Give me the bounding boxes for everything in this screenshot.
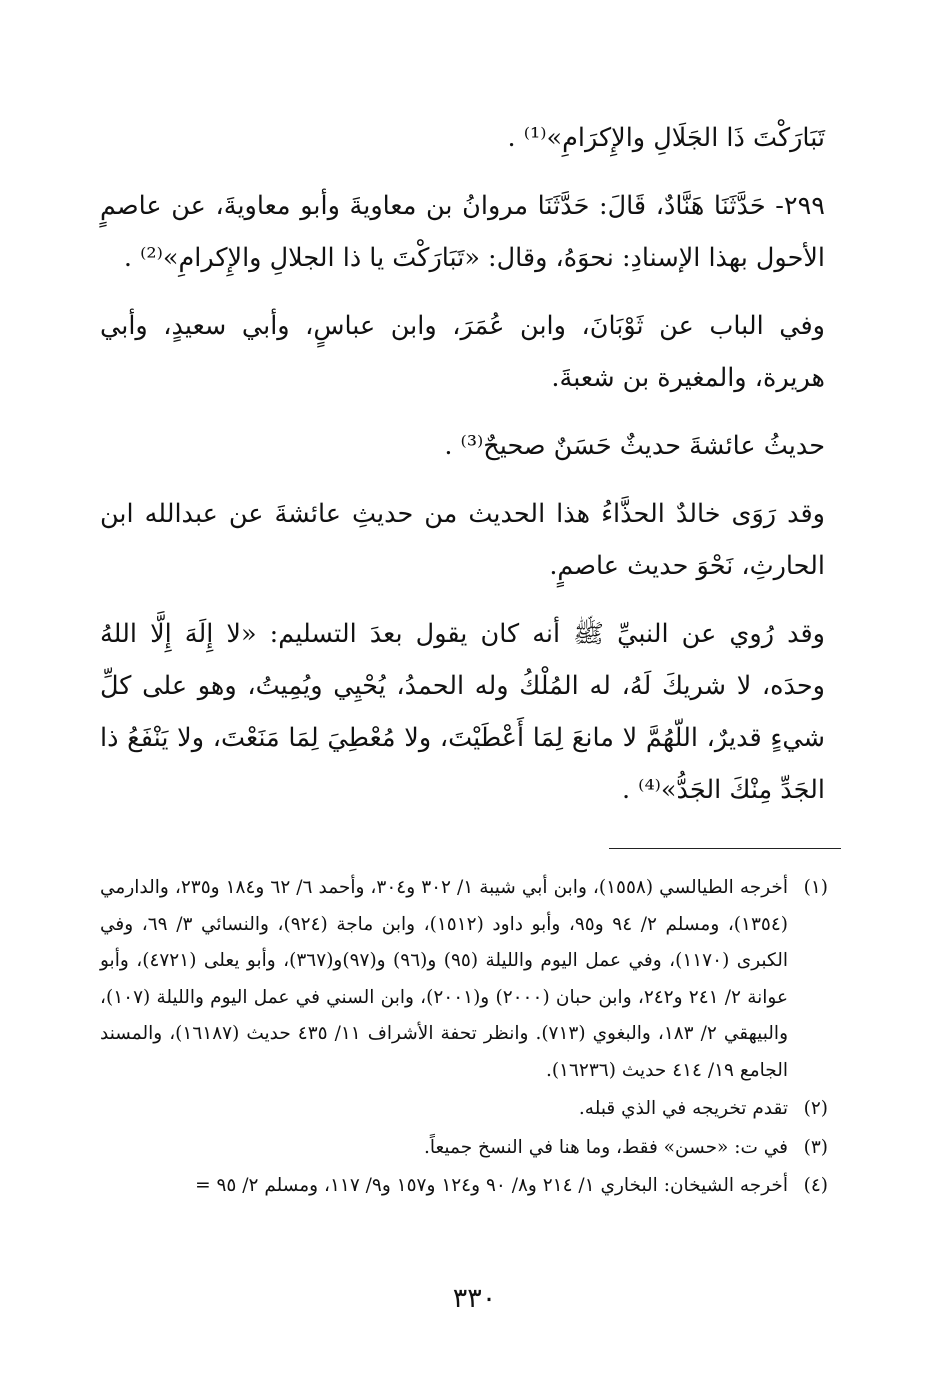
footnote-4 bbox=[100, 1168, 828, 1205]
footnote-text: تقدم تخريجه في الذي قبله. bbox=[578, 1098, 788, 1119]
footnote-text: أخرجه الشيخان: البخاري ١/ ٢١٤ و٨/ ٩٠ و١٢٤ و١٥٧ و٩/ ١١٧، ومسلم ٢/ ٩٥ = bbox=[195, 1175, 788, 1196]
footnotes bbox=[100, 870, 828, 1207]
footnote-number: (٢) bbox=[803, 1098, 828, 1119]
page-number: ٣٣٠ bbox=[452, 1283, 497, 1314]
main-text bbox=[100, 112, 825, 830]
footnote-text: في ت: «حسن» فقط، وما هنا في النسخ جميعاً. bbox=[423, 1136, 788, 1158]
footnote-number: (٤) bbox=[803, 1175, 828, 1196]
paragraph-dhikr: وقد رُوي عن النبيِّ ﷺ أنه كان يقول بعدَ التسليم: «لا إِلَهَ إِلَّا اللهُ وحدَه، لا شريكَ لَهُ، له المُلْكُ وله الحمدُ، يُحْيِي ويُمِيتُ، وهو على كلِّ شيءٍ قديرٌ، اللّهُمَّ لا مانعَ لِمَا أَعْطَيْتَ، ولا مُعْطِيَ لِمَا مَنَعْتَ، ولا يَنْفَعُ ذا الجَدِّ مِنْكَ الجَدُّ»⁽⁴⁾ . bbox=[100, 619, 825, 805]
footnote-1 bbox=[100, 870, 828, 1089]
footnote-3 bbox=[100, 1130, 828, 1167]
paragraph-khalid-narration: وقد رَوَى خالدٌ الحذَّاءُ هذا الحديث من حديثِ عائشةَ عن عبدالله ابن الحارثِ، نَحْوَ حديث عاصمٍ. bbox=[100, 499, 825, 581]
footnote-number: (٣) bbox=[803, 1136, 828, 1158]
paragraph-grading: حديثُ عائشةَ حديثٌ حَسَنٌ صحيحٌ⁽³⁾ . bbox=[444, 431, 825, 461]
footnote-text: أخرجه الطيالسي (١٥٥٨)، وابن أبي شيبة ١/ ٣٠٢ و٣٠٤، وأحمد ٦/ ٦٢ و١٨٤ و٢٣٥، والدارمي (١٣٥٤)، ومسلم ٢/ ٩٤ و٩٥، وأبو داود (١٥١٢)، وابن ماجة (٩٢٤)، والنسائي ٣/ ٦٩، وفي الكبرى (١١٧٠)، وفي عمل اليوم والليلة (٩٥) و(٩٦) و(٩٧)و(٣٦٧)، وأبو يعلى (٤٧٢١)، وأبو عوانة ٢/ ٢٤١ و٢٤٢، وابن حبان (٢٠٠٠) و(٢٠٠١)، وابن السني في عمل اليوم والليلة (١٠٧)، والبيهقي ٢/ ١٨٣، والبغوي (٧١٣). وانظر تحفة الأشراف ١١/ ٤٣٥ حديث (١٦١٨٧)، والمسند الجامع ١٩/ ٤١٤ حديث (١٦٢٣٦). bbox=[100, 877, 788, 1081]
footnote-number: (١) bbox=[803, 877, 828, 898]
paragraph-hadith-299: ٢٩٩- حَدَّثَنَا هَنَّادٌ، قَالَ: حَدَّثَنَا مروانُ بن معاويةَ وأبو معاويةَ، عن عاصمٍ الأحول بهذا الإسنادِ: نحوَهُ، وقال: «تَبَارَكْتَ يا ذا الجلالِ والإِكرامِ»⁽²⁾ . bbox=[100, 191, 825, 273]
footnote-divider bbox=[609, 848, 841, 849]
footnote-2 bbox=[100, 1091, 828, 1128]
paragraph-chapter-narrations: وفي الباب عن ثَوْبَانَ، وابن عُمَرَ، وابن عباسٍ، وأبي سعيدٍ، وأبي هريرة، والمغيرة بن شعبةَ. bbox=[100, 311, 825, 393]
paragraph-1: تَبَارَكْتَ ذَا الجَلَالِ والإِكرَامِ»⁽¹⁾ . bbox=[507, 123, 825, 153]
